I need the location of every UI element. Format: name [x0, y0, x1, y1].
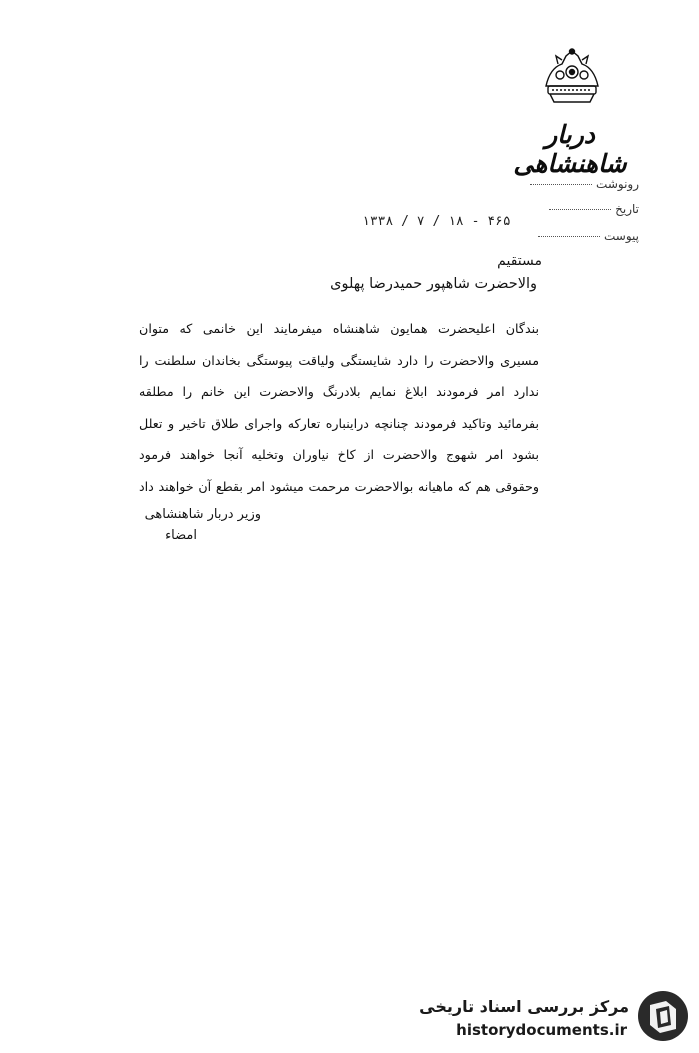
body-line: ندارد امر فرمودند ابلاغ نمایم بلادرنگ والاحضرت این خانم را مطلقه: [139, 384, 539, 400]
archive-logo-icon: [636, 989, 690, 1043]
attachment-label: پیوست: [604, 229, 639, 243]
recipient-direct: مستقیم: [497, 253, 542, 269]
letterhead-title: دربار شاهنشاهی: [513, 120, 627, 178]
attachment-field: [538, 229, 639, 243]
date-label: تاریخ: [615, 202, 639, 216]
date-dotted-line: [549, 209, 611, 210]
copy-label: رونوشت: [596, 177, 639, 191]
date-field: [549, 202, 639, 216]
body-line: وحقوقی هم که ماهیانه بوالاحضرت مرحمت میشود امر بقطع آن خواهند داد: [139, 478, 539, 494]
body-line: مسیری والاحضرت را دارد شایستگی ولیاقت پیوستگی بخاندان سلطنت را: [139, 352, 539, 368]
watermark-name: مرکز بررسی اسناد تاریخی: [419, 997, 629, 1016]
body-line: بندگان اعلیحضرت همایون شاهنشاه میفرمایند این خانمی که متوان: [139, 321, 539, 336]
body-line: بفرمائید وتاکید فرمودند چنانچه دراینباره تعارکه واجرای طلاق تاخیر و تعلل: [139, 415, 539, 431]
signatory-title: وزیر دربار شاهنشاهی: [144, 507, 261, 522]
recipient-name: والاحضرت شاهپور حمیدرضا پهلوی: [330, 276, 537, 292]
reference-number: ۱۳۳۸ / ۷ / ۱۸ - ۴۶۵: [362, 214, 511, 229]
crown-emblem-icon: [536, 48, 608, 112]
copy-dotted-line: [530, 184, 592, 185]
copy-field: [530, 177, 639, 191]
attachment-dotted-line: [538, 236, 600, 237]
signature-mark: امضاء: [165, 528, 197, 543]
body-line: بشود امر شهوج والاحضرت از کاخ نیاوران وتخلیه آنجا خواهند فرمود: [139, 447, 539, 463]
watermark-url: historydocuments.ir: [456, 1021, 627, 1039]
letter-body: [139, 318, 539, 508]
